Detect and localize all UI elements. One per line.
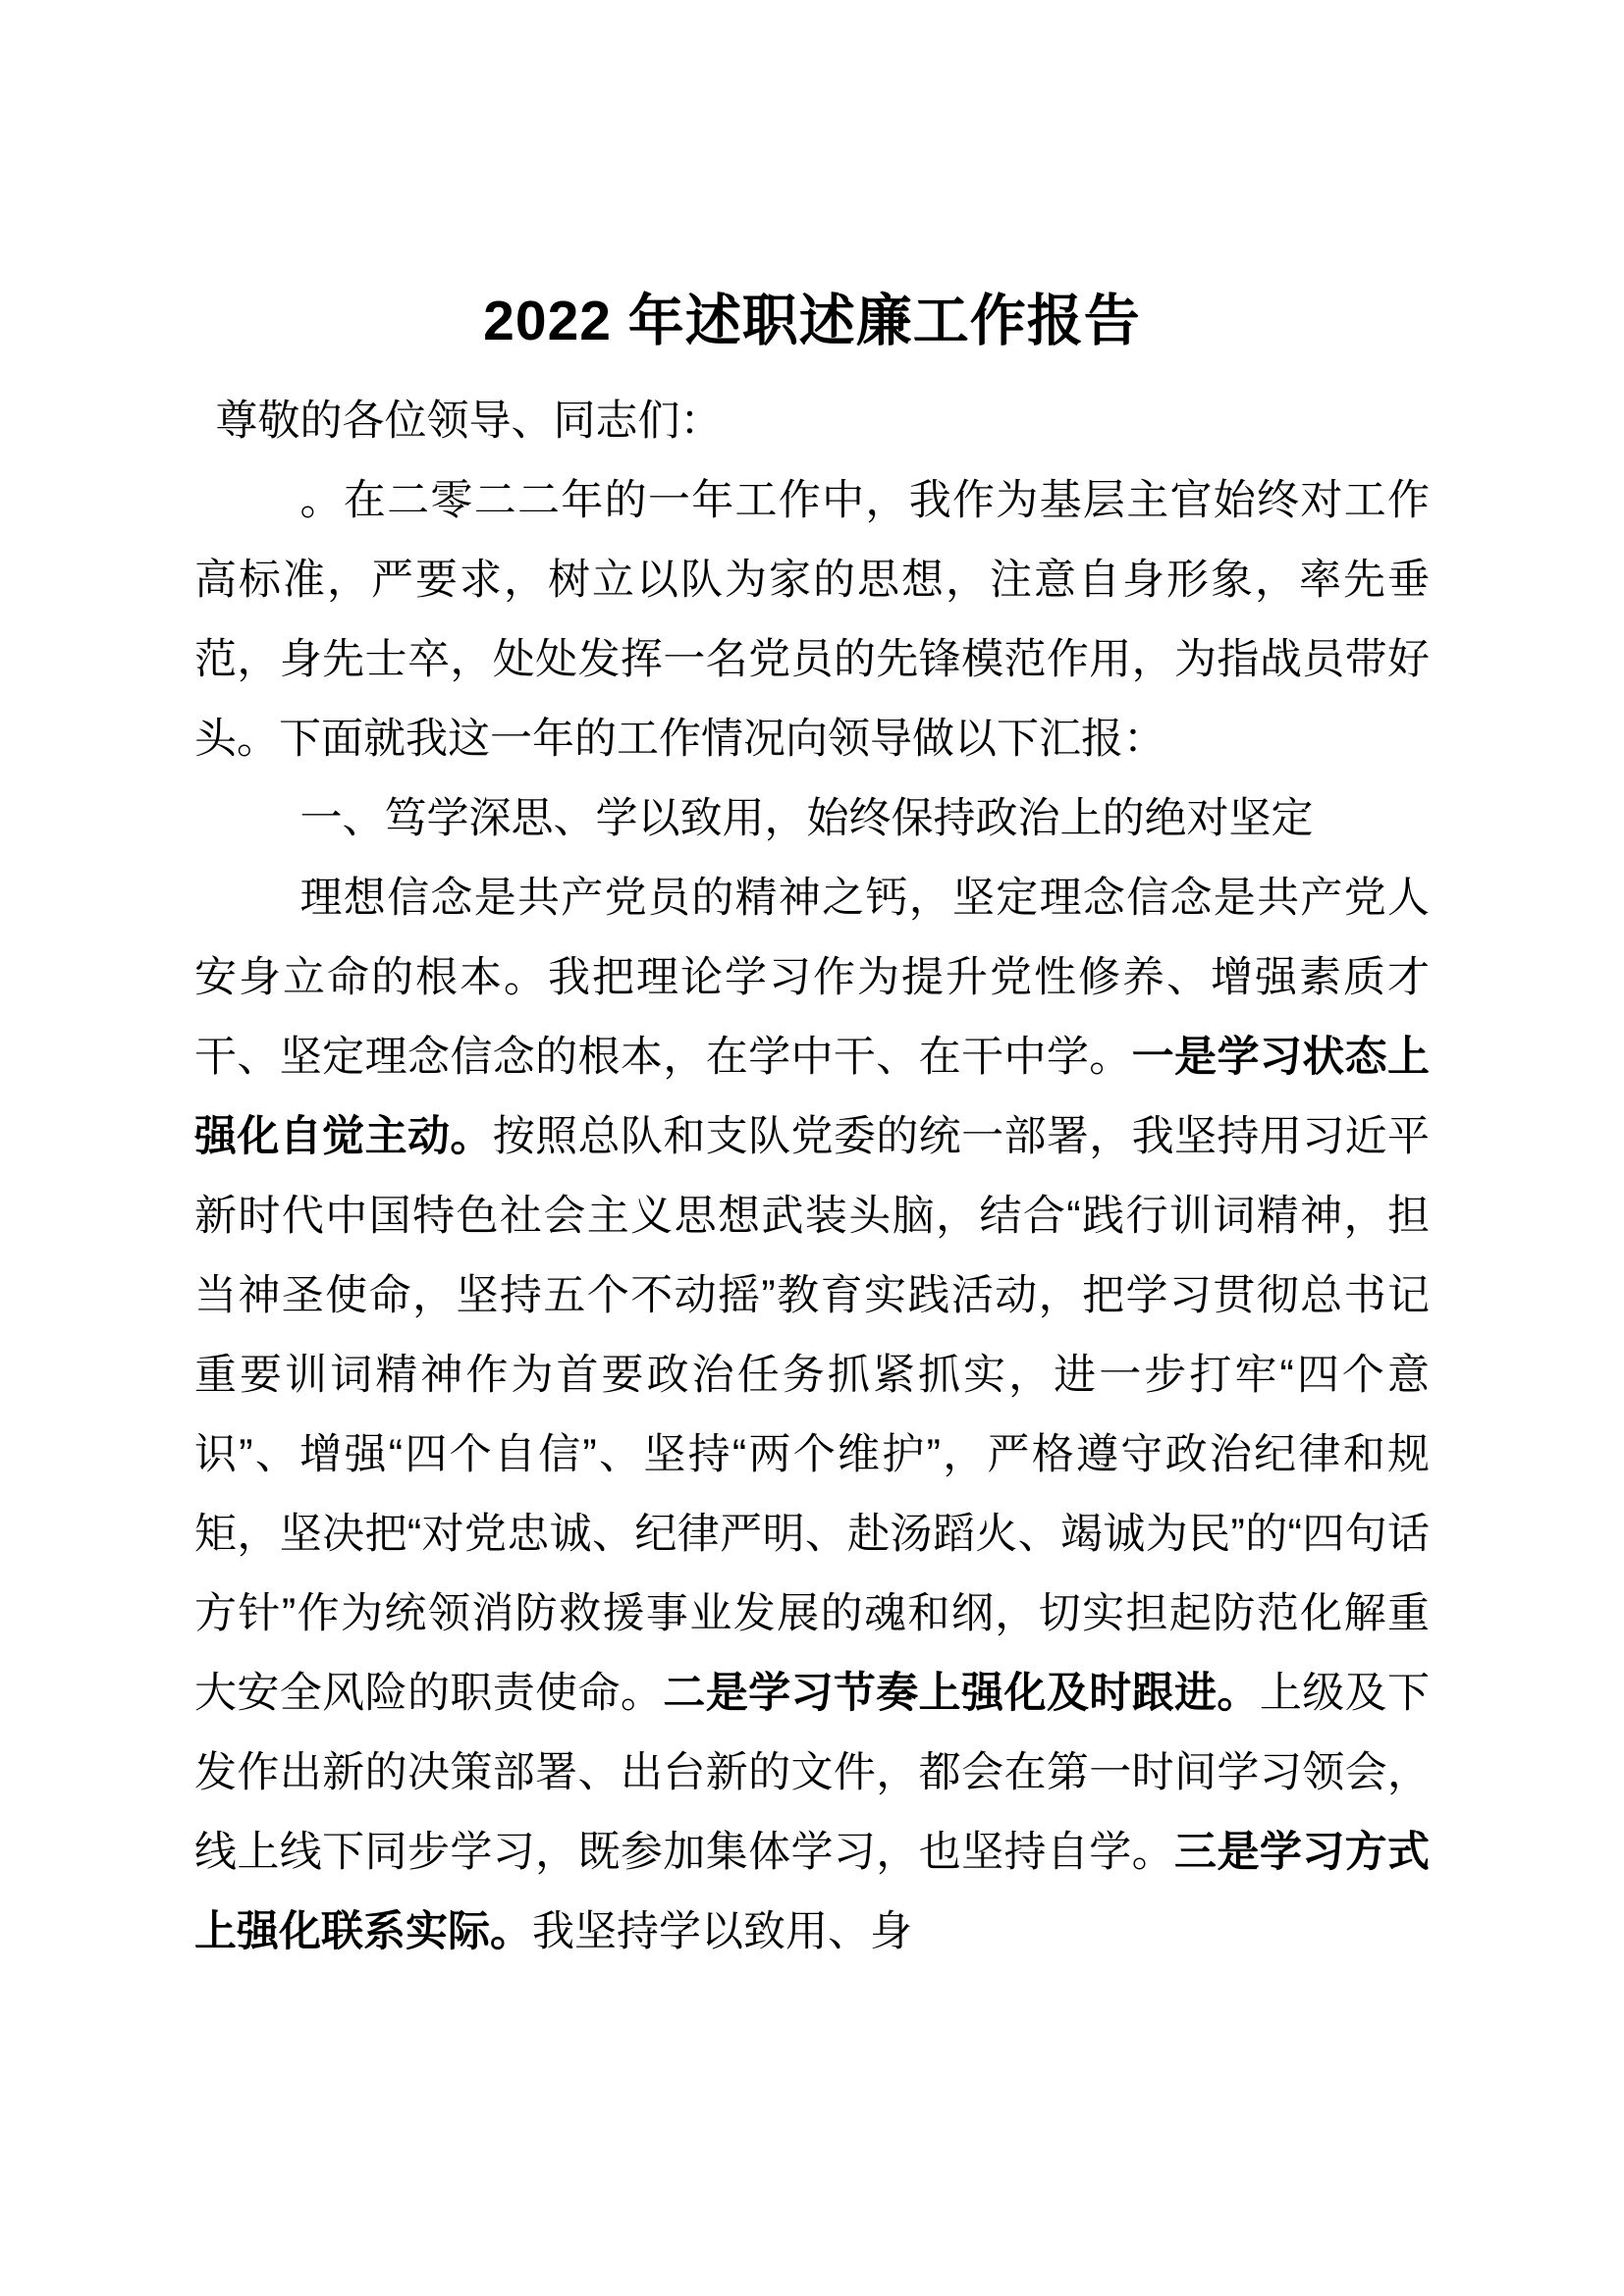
paragraph: [194, 461, 1430, 779]
paragraph: [194, 779, 1430, 859]
paragraph: [194, 859, 1430, 1972]
document-body: [194, 382, 1430, 1972]
bold-text-run: 三是学习方式上强化联系实际。: [194, 1829, 1431, 1955]
text-run: 上级及下发作出新的决策部署、出台新的文件，都会在第一时间学习领会，线上线下同步学习，既参加集体学习，也坚持自学。: [194, 1670, 1431, 1876]
text-run: 。在二零二二年的一年工作中，我作为基层主官始终对工作高标准，严要求，树立以队为家的思想，注意自身形象，率先垂范，身先士卒，处处发挥一名党员的先锋模范作用，为指战员带好头。下面就我这一年的工作情况向领导做以下汇报：: [194, 477, 1430, 763]
text-run: 尊敬的各位领导、同志们：: [215, 398, 723, 445]
document-title: 2022 年述职述廉工作报告: [483, 290, 1141, 352]
text-run: 理想信念是共产党员的精神之钙，坚定理念信念是共产党人安身立命的根本。我把理论学习作为提升党性修养、增强素质才干、坚定理念信念的根本，在学中干、在干中学。: [194, 875, 1430, 1081]
paragraph: [194, 382, 1430, 461]
bold-text-run: 一是学习状态上强化自觉主动。: [194, 1034, 1431, 1160]
bold-text-run: 二是学习节奏上强化及时跟进。: [663, 1670, 1260, 1717]
text-run: 按照总队和支队党委的统一部署，我坚持用习近平新时代中国特色社会主义思想武装头脑，结合“践行训词精神，担当神圣使命，坚持五个不动摇”教育实践活动，把学习贯彻总书记重要训词精神作为首要政治任务抓紧抓实，进一步打牢“四个意识”、增强“四个自信”、坚持“两个维护”，严格遵守政治纪律和规矩，坚决把“对党忠诚、纪律严明、赴汤蹈火、竭诚为民”的“四句话方针”作为统领消防救援事业发展的魂和纲，切实担起防范化解重大安全风险的职责使命。: [194, 1113, 1430, 1717]
text-run: 一、笃学深思、学以致用，始终保持政治上的绝对坚定: [299, 795, 1314, 842]
text-run: 我坚持学以致用、身: [532, 1908, 912, 1955]
